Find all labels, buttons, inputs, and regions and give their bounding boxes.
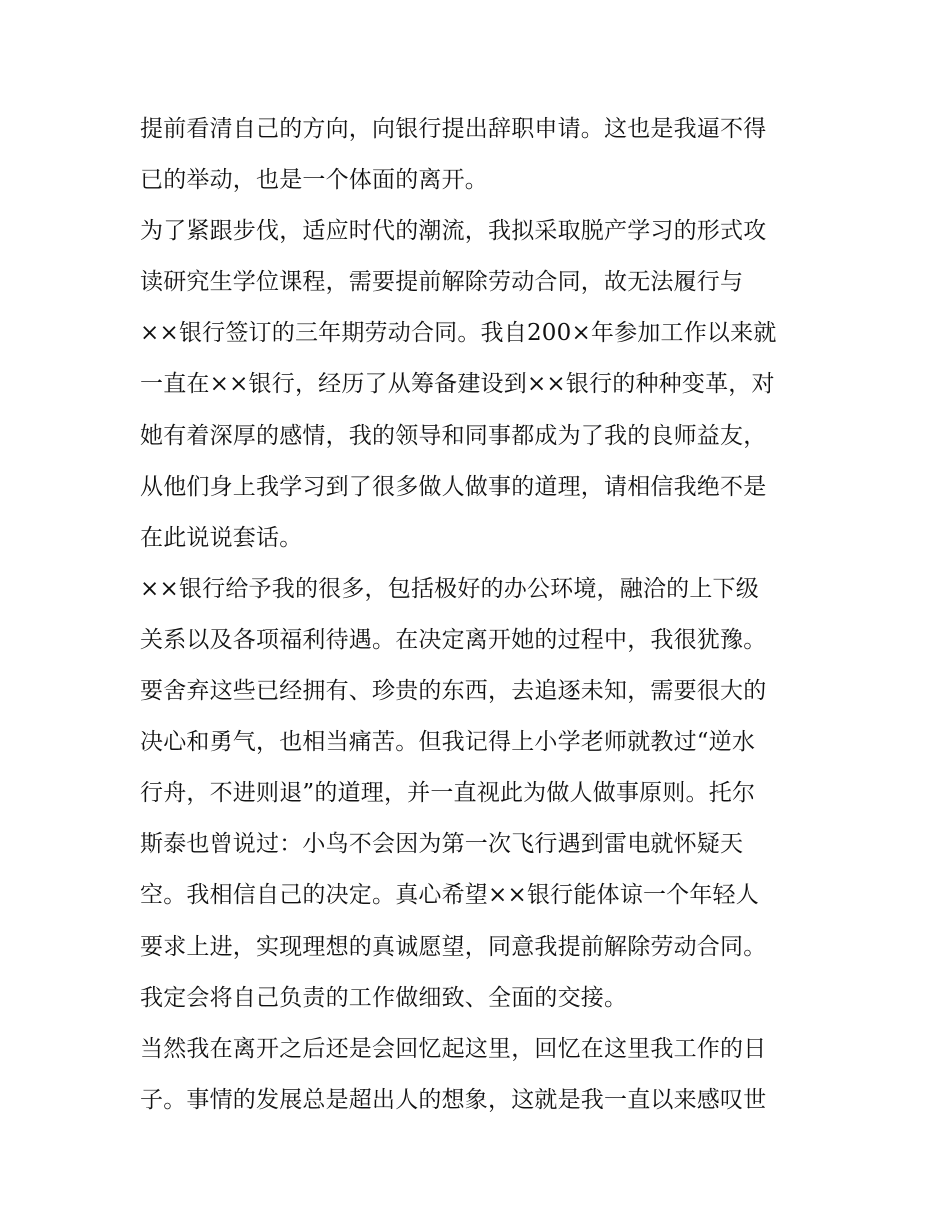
text-line: 子。事情的发展总是超出人的想象，这就是我一直以来感叹世 bbox=[140, 1086, 767, 1113]
text-line: 从他们身上我学习到了很多做人做事的道理，请相信我绝不是 bbox=[140, 473, 767, 500]
text-line: 在此说说套话。 bbox=[140, 524, 303, 551]
text-line: 为了紧跟步伐，适应时代的潮流，我拟采取脱产学习的形式攻 bbox=[140, 218, 767, 245]
text-line: 行舟，不进则退”的道理，并一直视此为做人做事原则。托尔 bbox=[140, 780, 756, 807]
text-line: 斯泰也曾说过：小鸟不会因为第一次飞行遇到雷电就怀疑天 bbox=[140, 831, 744, 858]
resignation-letter-body bbox=[140, 104, 820, 1126]
text-line: 当然我在离开之后还是会回忆起这里，回忆在这里我工作的日 bbox=[140, 1035, 767, 1062]
text-line: 提前看清自己的方向，向银行提出辞职申请。这也是我逼不得 bbox=[140, 116, 767, 142]
text-line: 要求上进，实现理想的真诚愿望，同意我提前解除劳动合同。 bbox=[140, 933, 767, 960]
text-line: 读研究生学位课程，需要提前解除劳动合同，故无法履行与 bbox=[140, 269, 744, 296]
text-line: 空。我相信自己的决定。真心希望××银行能体谅一个年轻人 bbox=[140, 882, 759, 909]
text-line: 决心和勇气，也相当痛苦。但我记得上小学老师就教过“逆水 bbox=[140, 729, 756, 756]
text-line: 已的举动，也是一个体面的离开。 bbox=[140, 167, 488, 194]
text-line: ××银行给予我的很多，包括极好的办公环境，融洽的上下级 bbox=[140, 575, 759, 602]
text-line: 关系以及各项福利待遇。在决定离开她的过程中，我很犹豫。 bbox=[140, 626, 767, 653]
text-line: 一直在××银行，经历了从筹备建设到××银行的种种变革，对 bbox=[140, 371, 775, 398]
text-line: 她有着深厚的感情，我的领导和同事都成为了我的良师益友， bbox=[140, 422, 767, 449]
text-line: 要舍弃这些已经拥有、珍贵的东西，去追逐未知，需要很大的 bbox=[140, 678, 767, 705]
text-line: 我定会将自己负责的工作做细致、全面的交接。 bbox=[140, 984, 628, 1011]
text-line: ××银行签订的三年期劳动合同。我自200×年参加工作以来就 bbox=[140, 320, 777, 347]
